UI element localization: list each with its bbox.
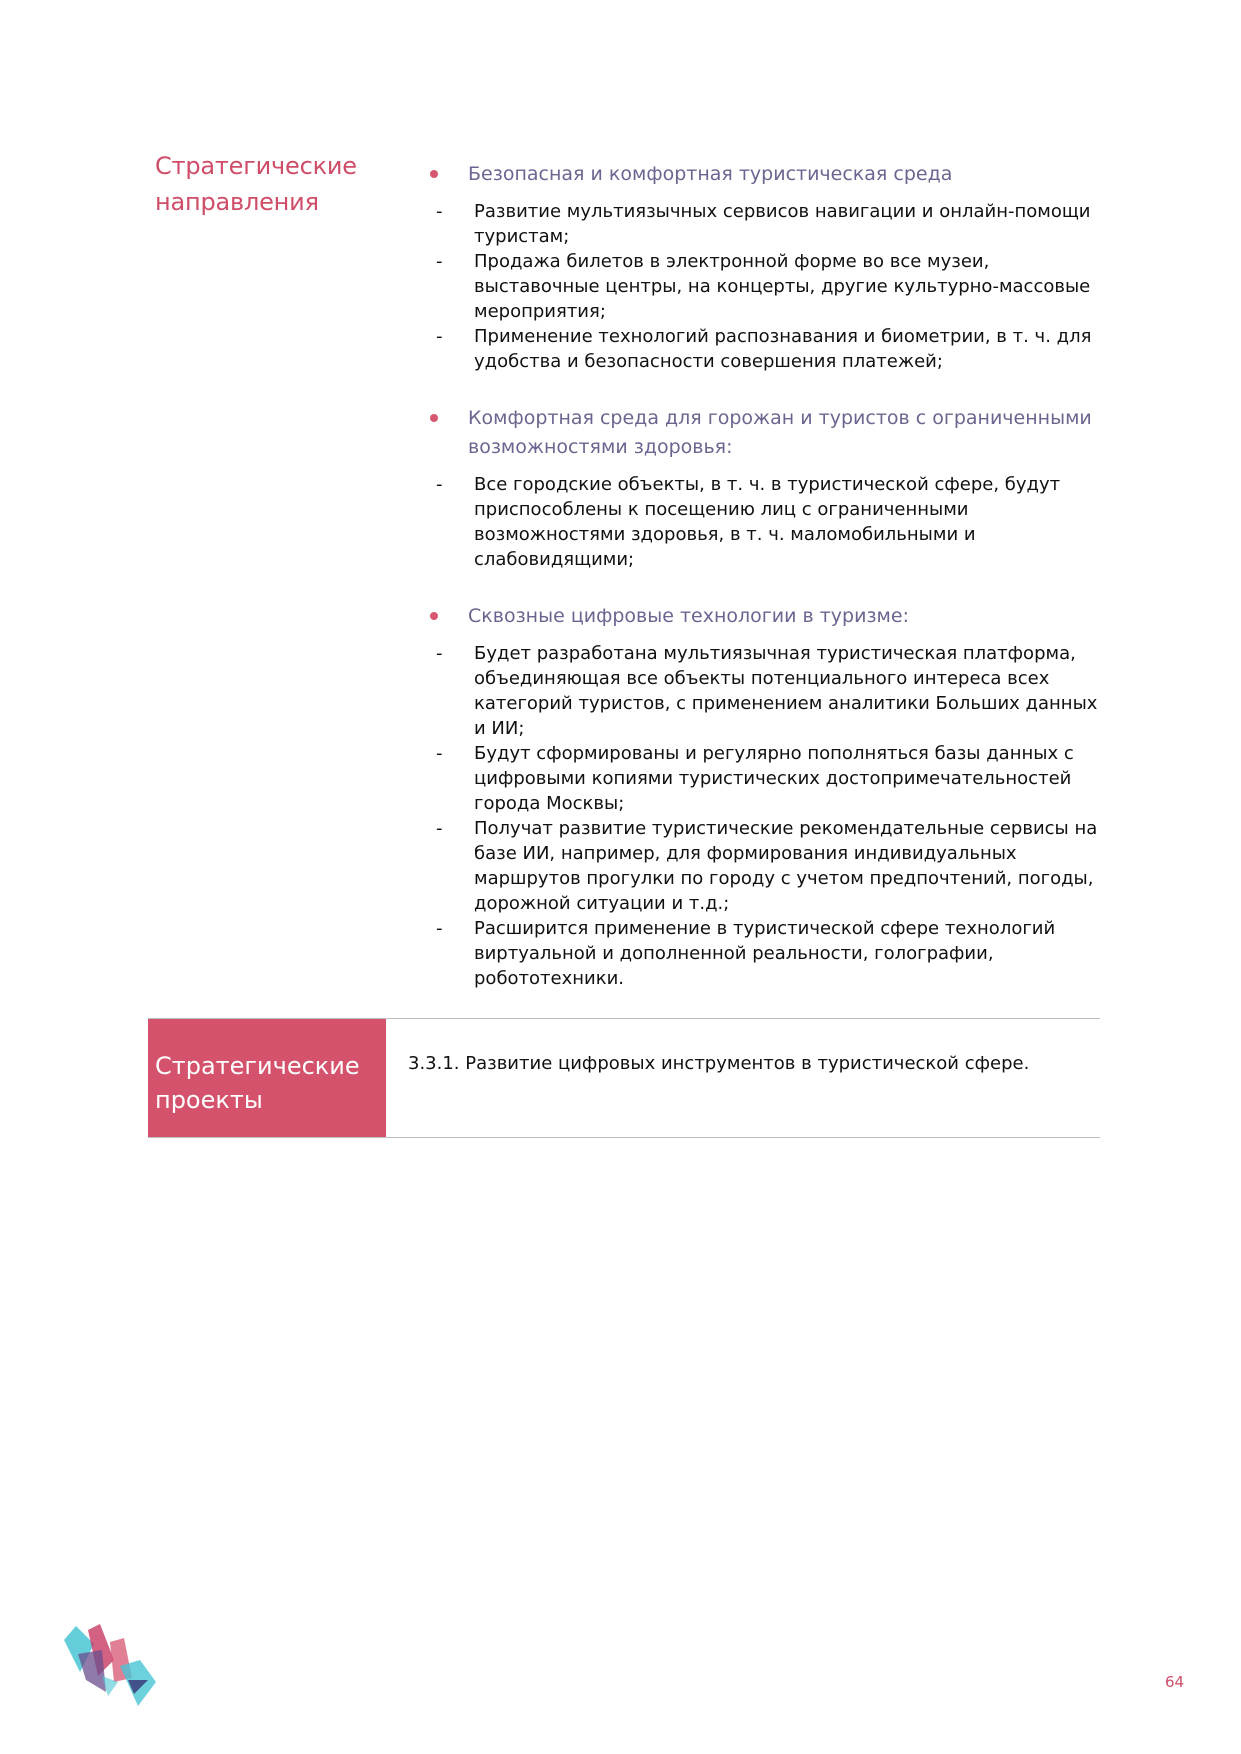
bullet-icon (430, 170, 438, 178)
section-title-text: Комфортная среда для горожан и туристов с ограниченными возможностями здоровья: (468, 407, 1092, 458)
dash-icon: - (436, 643, 443, 664)
dash-icon: - (436, 918, 443, 939)
logo-icon (58, 1620, 168, 1710)
section-title-text: Безопасная и комфортная туристическая среда (468, 163, 953, 185)
section-title (430, 602, 1105, 631)
dash-icon: - (436, 201, 443, 222)
strategic-project-item: 3.3.1. Развитие цифровых инструментов в туристической сфере. (408, 1053, 1030, 1074)
strategic-directions-heading: Стратегические направления (155, 152, 357, 216)
list-item: - Продажа билетов в электронной форме во все музеи, выставочные центры, на концерты, другие культурно-массовые мероприятия; (436, 251, 1091, 322)
bullet-icon (430, 414, 438, 422)
strategic-projects-row (148, 1018, 1100, 1138)
section-title (430, 160, 1105, 189)
list-item: - Развитие мультиязычных сервисов навигации и онлайн-помощи туристам; (436, 201, 1091, 247)
dash-icon: - (436, 326, 443, 347)
list-item: - Будет разработана мультиязычная туристическая платформа, объединяющая все объекты потенциального интереса всех категорий туристов, с применением аналитики Больших данных и ИИ; (436, 643, 1098, 739)
section-title-text: Сквозные цифровые технологии в туризме: (468, 605, 909, 627)
section-digital-technologies (430, 602, 1105, 991)
list-item: - Расширится применение в туристической сфере технологий виртуальной и дополненной реальности, голографии, робототехники. (436, 918, 1056, 989)
bullet-icon (430, 612, 438, 620)
section-title (430, 404, 1105, 462)
dash-icon: - (436, 818, 443, 839)
list-item: - Будут сформированы и регулярно пополняться базы данных с цифровыми копиями туристических достопримечательностей города Москвы; (436, 743, 1074, 814)
section-safe-tourism (430, 160, 1105, 374)
list-item: - Все городские объекты, в т. ч. в туристической сфере, будут приспособлены к посещению лиц с ограниченными возможностями здоровья, в т. ч. маломобильными и слабовидящими; (436, 474, 1061, 570)
page-number: 64 (1165, 1673, 1185, 1691)
strategic-projects-label: Стратегические проекты (148, 1019, 386, 1137)
dash-icon: - (436, 251, 443, 272)
dash-icon: - (436, 474, 443, 495)
directions-content (430, 160, 1105, 1021)
dash-icon: - (436, 743, 443, 764)
section-accessible-environment (430, 404, 1105, 572)
list-item: - Применение технологий распознавания и биометрии, в т. ч. для удобства и безопасности совершения платежей; (436, 326, 1092, 372)
list-item: - Получат развитие туристические рекомендательные сервисы на базе ИИ, например, для формирования индивидуальных маршрутов прогулки по городу с учетом предпочтений, погоды, дорожной ситуации и т.д.; (436, 818, 1098, 914)
